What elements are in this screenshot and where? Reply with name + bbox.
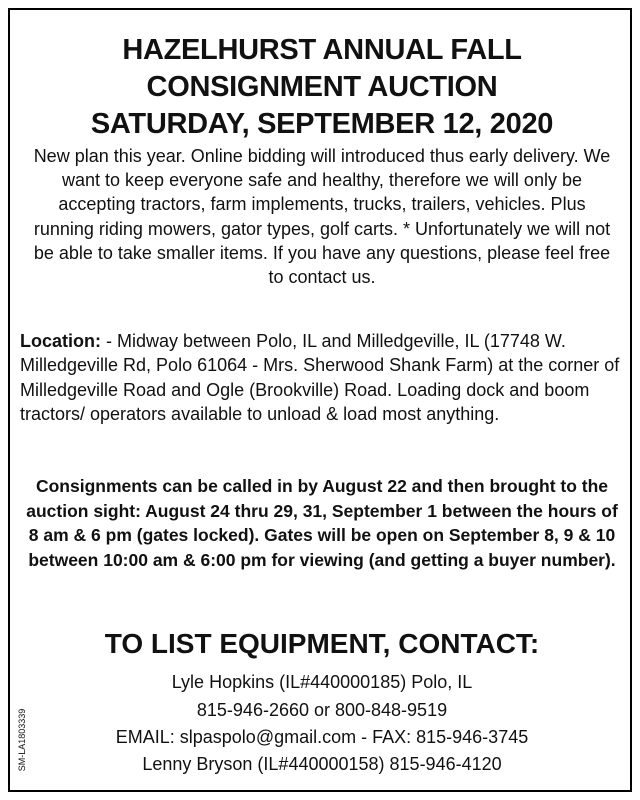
contact-phones: 815-946-2660 or 800-848-9519 [196,700,448,720]
location-text: - Midway between Polo, IL and Milledgeville, IL (17748 W. Milledgeville Rd, Polo 61064 - Mrs. Sherwood Shank Farm) at the corner of Milledgeville Road and Ogle (Brookville) Road. Loading dock and boom tractors/ operators available to unload & load most anything. [20,331,620,425]
consignments-paragraph: Consignments can be called in by August 22 and then brought to the auction sight: August 24 thru 29, 31, September 1 between the hours of 8 am & 6 pm (gates locked). Gates will be open on September 8, 9 & 10 between 10:00 am & 6:00 pm for viewing (and getting a buyer number). [26,476,618,570]
ad-title-line-2: CONSIGNMENT AUCTION [146,71,498,103]
auction-ad [8,8,632,792]
contact-name-1: Lyle Hopkins (IL#440000185) Polo, IL [171,672,473,692]
contact-heading: TO LIST EQUIPMENT, CONTACT: [104,628,540,659]
contact-email-fax: EMAIL: slpaspolo@gmail.com - FAX: 815-946-3745 [115,727,529,747]
location-paragraph [20,329,620,427]
ad-title-line-1: HAZELHURST ANNUAL FALL [122,34,522,66]
contact-name-2: Lenny Bryson (IL#440000158) 815-946-4120 [142,754,502,774]
ad-code: SM-LA1803339 [17,708,27,772]
intro-paragraph: New plan this year. Online bidding will introduced thus early delivery. We want to keep everyone safe and healthy, therefore we will only be accepting tractors, farm implements, trucks, trailers, vehicles. Plus running riding mowers, gator types, golf carts. * Unfortunately we will not be able to take smaller items. If you have any questions, please feel free to contact us. [33,146,611,288]
auction-date: SATURDAY, SEPTEMBER 12, 2020 [90,108,554,140]
location-label: Location: [20,331,101,351]
